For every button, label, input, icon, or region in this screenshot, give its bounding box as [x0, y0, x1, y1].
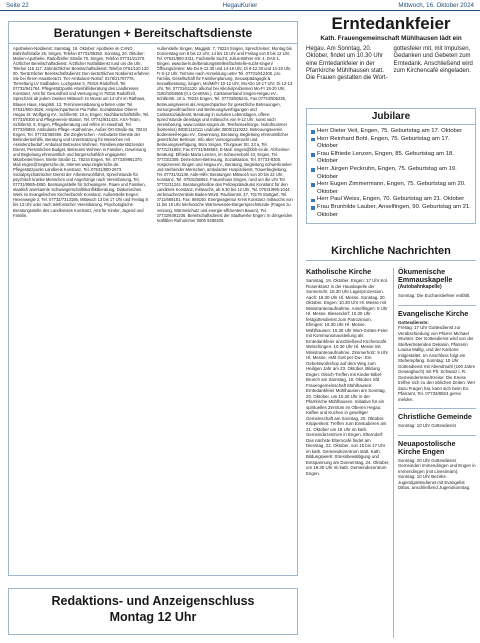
other-churches-column: [398, 268, 476, 638]
evangelisch-label: Gottesdienste:: [398, 319, 429, 325]
page-header: [0, 0, 480, 11]
neuapostolisch-text: Sonntag: 20 Uhr Gottesdienst Gemeinden Immendingen und Engen in Immendingen (mit Livestream). Sonntag: 10 Uhr Bezirks-Jugendgottesdienst mit Evangelist Dittus, anschließend Jugendsonntag.: [398, 457, 476, 490]
katholisch-text: Samstag, 19. Oktober. Engen: 17 Uhr Kol. Rosenkranz in der Hauskapelle der Sonnenuhr, 18.30 Uhr Lagerprozession. Aach: 18.30 Uhr Hl. Messe. Sonntag, 20. Oktober. Engen: 10.30 Uhr Hl. Messe mit Ministrantenaufnahme. Anselfingen: 9 Uhr Hl. Messe. Biesendorf: 10.30 Uhr festgottesdienst zum Patrozinium. Ehingen: 18.30 Uhr Hl. Messe. Mühlhausen: 10.30 Uhr Wort-Gottes-Feier mit Kommunionausteilung als Erntedankfeier anschließend Kirchencafé. Welschingen: 10.30 Uhr Hl. Messe mit Ministrantenaufnahme. Zimmerholz: 9 Uhr Hl. Messe. »Mit Gott per Du«: Ein Gebetsworkshop auf dem Weg zum Heiligen Jahr am 23. Oktober. Bildung Engen: Gleich-Treffen mit Kinder-Bibel-Brunch am Samstag, 19. Oktober. kfd Frauengemeinschaft Mühlhausen: Erntedankfeier Mühlhausen am Sonntag, 20. Oktober, um 10.30 Uhr in der Pfarrkirche Mühlhausen. Initiative für ein spirituelles Zentrum im Oberen Hegau: Kaffee und Kuchen in geselliger Gemeinschaft am Sonntag, 20. Oktober. Krippenkeit: Treffen zum Einstudieren am 21. Oktober um 19 Uhr im kath. Gemeindezentrum in Engen. Elterndorf: Das nächste Elterncafé findet am Dienstag, 22. Oktober, von 15 bis 17 Uhr im kath. Gemeindezentrum statt. Kath. Bildungswerk: Stressbewältigung und Entspannung am Donnerstag, 24. Oktober, um 19.30 Uhr im kath. Gemeindezentrum Engen.: [306, 278, 390, 476]
evangelisch-title: Evangelische Kirche: [398, 308, 469, 318]
christliche-section: [398, 413, 476, 429]
jubilar-item: Herr Reinhard Bohl, Engen, 75. Geburtstag am 17. Oktober: [311, 136, 471, 151]
beratungen-column-1: Apotheken-Notdienst: Samstag, 19. Oktober: Apotheke im CANO, Bahnhofstraße 25, Singen, Telefon 07731/69250. Sonntag, 20. Oktober: Marien-Apotheke, Radolfzeller Straße 70, Singen, Telefon 07731/21370. Ärztlicher Bereitschaftsdienst: Ärztlicher Notfalldienst rund um die Uhr, Telefon 116 117. Zahnärztlicher Bereitschaftsdienst: Telefon 0761/120 120 00. Tierärztlicher Bereitschaftsdienst: Den tierärztlichen Notdienst erfahren Sie bei Ihrem Haustierarzt. Tier-Ambulanz-Notruf: 0176/21787775, Tierrettung LV Südbaden, Lochgasse 3, 78315 Radolfzell, Tel. 07732/941764. Pflegestützpunkt-Altenhilfeberatung des Landkreises Konstanz, Amt für Gesundheit und Versorgung in 78315 Radolfzell, Sprechzeit ab jedem zweiten Mittwoch im Monat um 14 Uhr im Rathaus, Blaues Haus, Hauptstr. 13. Terminvereinbarung erbeten unter Tel. 07531/800-2626, Ansprechpartnerin Pia Faller. Sozialstation Oberer Hegau St. Wolfgang eV., Schillerstr. 10 a, Engen, Nachbarschaftshilfe, Tel. 07733/8300 und Pflegeverein-Station, Tel. 07742/931424. AXA-Team, Schillerstr. 8, Engen, Pflegeberatung und Hilfen im Haushalt, Tel. 07733/6893. Ambulante Pflege »Katharina«, Außer-Ort-Straße 8a, 78234 Engen, Tel. 07733/360490. Die Zieglerschen - Ambulante Dienste der Behindertenhilfe, Beratung und Unterstützung für Menschen mit Assistenzbedarf: Ambulant Betreutes Wohnen, Familienunterstützender Dienst, Persönliches Budget, Betreutes Wohnen in Familien, Gewinnung und Begleitung ehrenamtlich und bürgerschaftlich engagierter Mitarbeiter/innen. Breite Straße 11, 78234 Engen, Tel. 07733/9961370, Mail engen@zieglersche.de, Internet www.zieglersche.de. Pflegestützpunkt Landkreis Konstanz, Tel. 07531/800-2673. Sozialpsychiatrischer Dienst der Arbeiterwohlfahrt, Sprechstunde für psychisch kranke Menschen und Angehörige nach Vereinbarung, Tel. 07731/9585-4850. Beratungsstelle für Schwangere, Paare und Familien, staatlich anerkannte Schwangerschaftskonfliktberatung, Diakonisches Werk im Evangelischen Kirchenbezirk Konstanz, Außenstelle Engen: Hexenwegle 2, Tel. 07732/7313185, Mittwoch 13 bis 17 Uhr und Freitag 8 bis 13 Uhr oder nach telefonischer Vereinbarung. Psychologische Beratungsstelle des Landkreises Konstanz, Amt für Kinder, Jugend und Familie,: [13, 46, 150, 218]
jubilare-list: [307, 125, 475, 223]
jubilar-item: Frau Brunhilde Lauber, Anselfingen, 90. Geburtstag am 21. Oktober: [311, 204, 471, 219]
oekumenisch-section: [398, 268, 476, 299]
jubilar-item: Herr Eugen Zimmermann, Engen, 75. Geburtstag am 20. Oktober: [311, 181, 471, 196]
katholische-column: [306, 268, 394, 638]
erntedank-subtitle: Kath. Frauengemeinschaft Mühlhausen lädt ein: [320, 35, 462, 42]
jubilar-item: Herr Dieter Veit, Engen, 75. Geburtstag am 17. Oktober: [311, 128, 471, 136]
christliche-text: Sonntag: 10 Uhr Gottesdienst: [398, 423, 456, 428]
kirchliche-columns: [306, 268, 476, 638]
erntedank-title: Erntedankfeier: [331, 14, 451, 33]
erntedank-body: [306, 46, 476, 82]
beratungen-section: [8, 21, 298, 576]
oekumenisch-subtitle: (Autobahnkapelle): [398, 284, 442, 290]
jubilar-item: Herr Paul Weiss, Engen, 70. Geburtstag am 21. Oktober: [311, 196, 471, 204]
christliche-title: Christliche Gemeinde: [398, 412, 472, 421]
deadline-line-1: Redaktions- und Anzeigenschluss: [51, 594, 255, 608]
newspaper-name: HegauKurier: [222, 2, 258, 9]
katholisch-title: Katholische Kirche: [306, 267, 372, 276]
oekumenisch-text: Sonntag: Die Eucharistiefeier entfällt.: [398, 293, 471, 298]
deadline-box: [8, 588, 298, 635]
neuapostolisch-title: Neuapostolische Kirche Engen: [398, 438, 456, 456]
oekumenisch-title: Ökumenische Emmauskapelle: [398, 267, 453, 284]
deadline-line-2: Montag 12 Uhr: [109, 610, 197, 624]
issue-date: Mittwoch, 16. Oktober 2024: [398, 2, 474, 9]
page-number: Seite 22: [6, 2, 29, 9]
jubilare-title: Jubilare: [307, 109, 475, 125]
evangelisch-section: [398, 310, 476, 403]
beratungen-column-2: Außenstelle Singen, Maggistr. 7, 78224 Singen, Sprechzeiten: Montag bis Donnerstag von 8 bis 12 Uhr, 14 bis 16 Uhr und Freitag von 8 bis 12 Uhr, Tel. 07531/800-3311. Fachstelle Sucht, Julius-Bührer-Str. 4, DAS 1, Singen, www.bw-lv.de/beratungsstellen/fachstelle-sucht-singen/ Öffnungszeiten: Mo-Do 8-12.30 und 14-16 Uhr, Di 8-12.30 und 14-18 Uhr, Fr 8-12 Uhr. Termine nach Anmeldung unter Tel. 07731/912400. pro Familia, Gesellschaft für Familienplanung, Sexualpädagogik & Sexualberatung, Singen, Mo/Mi/Fr 10-12 Uhr; Mo+Do 16-17 Uhr; Di 12-13 Uhr, Tel. 07731/61120. alkohol bei Alkoholproblemen Mo-Fr 18-20 Uhr, 0180/1064565 (0,1 Cent/Min.). Caritasverband Singen-Hegau eV., Schillerstr. 10 a, 78234 Engen, Tel. 07733/505241, Fax 07733/505235, Betreuungsverein als Ansprechpartner für gesetzliche Betreuungen, Vorsorgevollmachten und Betreuungsverfügungen und Caritassozialdienst, Beratung in sozialen Lebenslagen, offene Sprechstunde dienstags und mittwochs von 9-12 Uhr, sonst nach Vereinbarung, www.caritas-singen.de. Telefonseelsorge, Notrufnummer (kostenlos) 0800/1110111 und/oder 0800/1110222. Betreuungsverein Bodensee/Hegau eV., Gewinnung, Beratung, Begleitung ehrenamtlicher gesetzlicher Betreuer, Info über Vorsorgevollmacht und Betreuungsverfügung, Büro Singen, Thurgauer Str. 23 a, Tel. 07731/31893, Fax 07731/948583, E-Mail: singen@bbh-ev.de. Alzheimer-Beratung: Elfriede Maria Lenzen, im Scheurenbohl 43, Engen, Tel. 07733/2309. Demenzten-Betreuung, Sozialstation, Tel. 07733-8300. Hospizverein Singen und Hegau eV., Beratung, Begleitung schwerkranker und sterbender Menschen, ambulanter Hospizdienst, Trauerbegleitung, Tel. 07731/31138. Aids-Hilfe: Beratungen Mittwoch von 20 bis 22 Uhr, Konstanz, Tel. 07531/56062. Frauenhaus Singen, rund um die Uhr Tel. 07731/31244. Beratungshotline des Polizeipräsidiums Konstanz für den Landkreis Konstanz, mittwochs, ab 9.30 bis 12 Uhr, Tel. 07531/995-1044. Verbraucherzentrale Baden-Württ. Paulinenstr. 47, 70178 Stuttgart, Tel. 0711/669181, Fax: 669150. Energieagentur Kreis Konstanz mittwochs von 11 bis 15 Uhr telefonische Wärmewende-Bürgersprechstunde (Fragen zu Heizung, Wärmeschutz und energie-effizientem Bauen), Tel. 07732/9391236. Bereitschaftsdienst der Stadtwerke Engen: In dringenden Notfällen Rufnummer 0800 9480400.: [156, 46, 293, 223]
kirchliche-nachrichten-title: Kirchliche Nachrichten: [306, 245, 476, 261]
jubilare-box: [306, 108, 476, 224]
jubilar-item: Herr Jürgen Peckruhn, Engen, 75. Geburtstag am 19. Oktober: [311, 166, 471, 181]
evangelisch-text: Freitag: 17 Uhr Gottesdienst zur Verabschiedung von Pfarrer Michael Wurster. Der Gottesdienst wird von der Stellvertretenden Dekanin, Pfarrerin Louisa Mallig, und der Kantorei mitgestaltet. Im Anschluss folgt ein Stehempfang. Sonntag: 10 Uhr Gottesdienst mit Abendmahl (100 Jahre Gesangbuch) mit Pfr. Schwarz i. R. Gemeinderreme/Kreise: Die Kreise treffen sich zu den üblichen Zeiten. Wer dazu Fragen hat, kann sich beim Ev. Pfarramt, Tel. 07733/8924 gerne melden.: [398, 325, 476, 402]
erntedank-column-1: Hegau. Am Sonntag, 20. Oktober, findet um 10.30 Uhr eine Erntedankfeier in der Pfarrkirche Mühlhausen statt. Die Frauen gestalten die Wort-: [306, 46, 388, 82]
neuapostolisch-section: [398, 440, 476, 491]
jubilar-item: Frau Elfriede Lenzen, Engen, 85. Geburtstag am 18. Oktober: [311, 151, 471, 166]
beratungen-title: Beratungen + Bereitschaftsdienste: [9, 22, 297, 44]
erntedank-column-2: gottesfeier mit, mit Impulsen, Gedanken und Gebeten zum Erntedank. Anschließend wird zum Kirchencafé eingeladen.: [393, 46, 473, 74]
